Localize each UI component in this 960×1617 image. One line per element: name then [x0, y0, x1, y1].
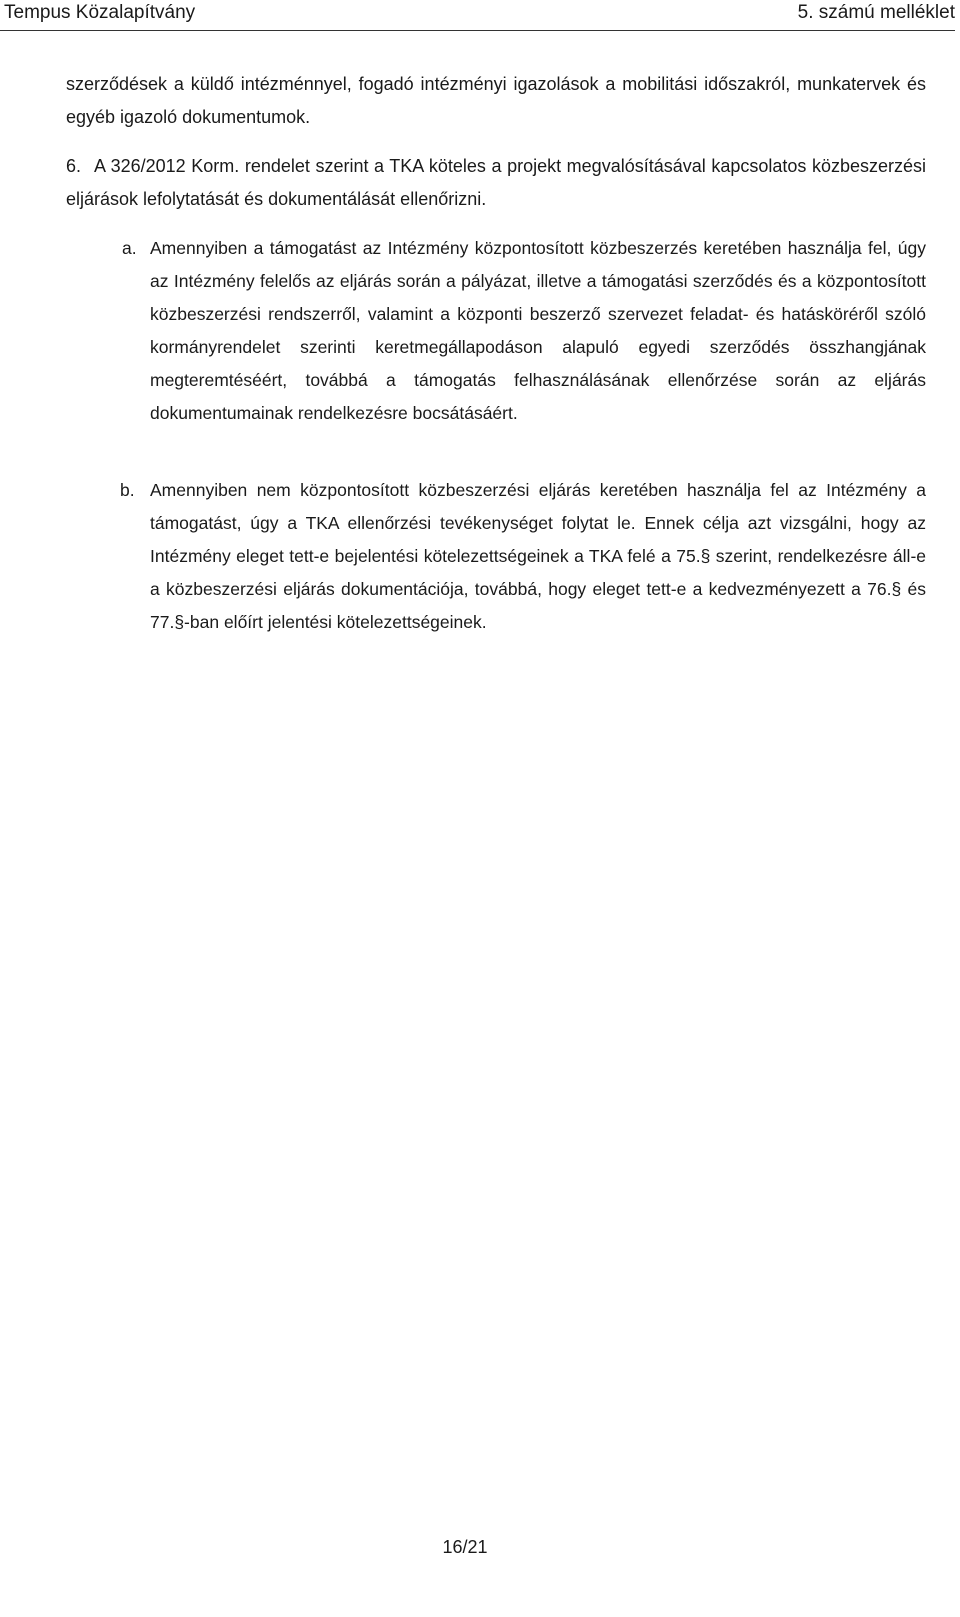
- page-header: [0, 0, 955, 31]
- header-annex-label: 5. számú melléklet: [797, 2, 955, 23]
- paragraph-6: A 326/2012 Korm. rendelet szerint a TKA köteles a projekt megvalósításával kapcsolatos közbeszerzési eljárások lefolytatását és dokumentálását ellenőrizni.: [66, 156, 926, 209]
- list-item-label-b: b.: [120, 480, 135, 500]
- paragraph-continuation: szerződések a küldő intézménnyel, fogadó intézményi igazolások a mobilitási időszakról, munkatervek és egyéb igazoló dokumentumok.: [66, 74, 926, 127]
- list-item-b: Amennyiben nem központosított közbeszerzési eljárás keretében használja fel az Intézmény a támogatást, úgy a TKA ellenőrzési tevékenységet folytat le. Ennek célja azt vizsgálni, hogy az Intézmény eleget tett-e bejelentési kötelezettségeinek a TKA felé a 75.§ szerint, rendelkezésre áll-e a közbeszerzési eljárás dokumentációja, továbbá, hogy eleget tett-e a kedvezményezett a 76.§ és 77.§-ban előírt jelentési kötelezettségeinek.: [150, 480, 926, 632]
- header-organization: Tempus Közalapítvány: [4, 2, 196, 23]
- list-item-a: Amennyiben a támogatást az Intézmény központosított közbeszerzés keretében használja fel, úgy az Intézmény felelős az eljárás során a pályázat, illetve a támogatási szerződés és a központosított közbeszerzési rendszerről, valamint a központi beszerző szervezet feladat- és hatásköréről szóló kormányrendelet szerinti keretmegállapodáson alapuló egyedi szerződés összhangjának megteremtéséért, továbbá a támogatás felhasználásának ellenőrzése során az eljárás dokumentumainak rendelkezésre bocsátásáért.: [150, 238, 926, 423]
- paragraph-number: 6.: [66, 156, 82, 176]
- list-item-label-a: a.: [122, 238, 137, 258]
- page-number: 16/21: [442, 1537, 488, 1557]
